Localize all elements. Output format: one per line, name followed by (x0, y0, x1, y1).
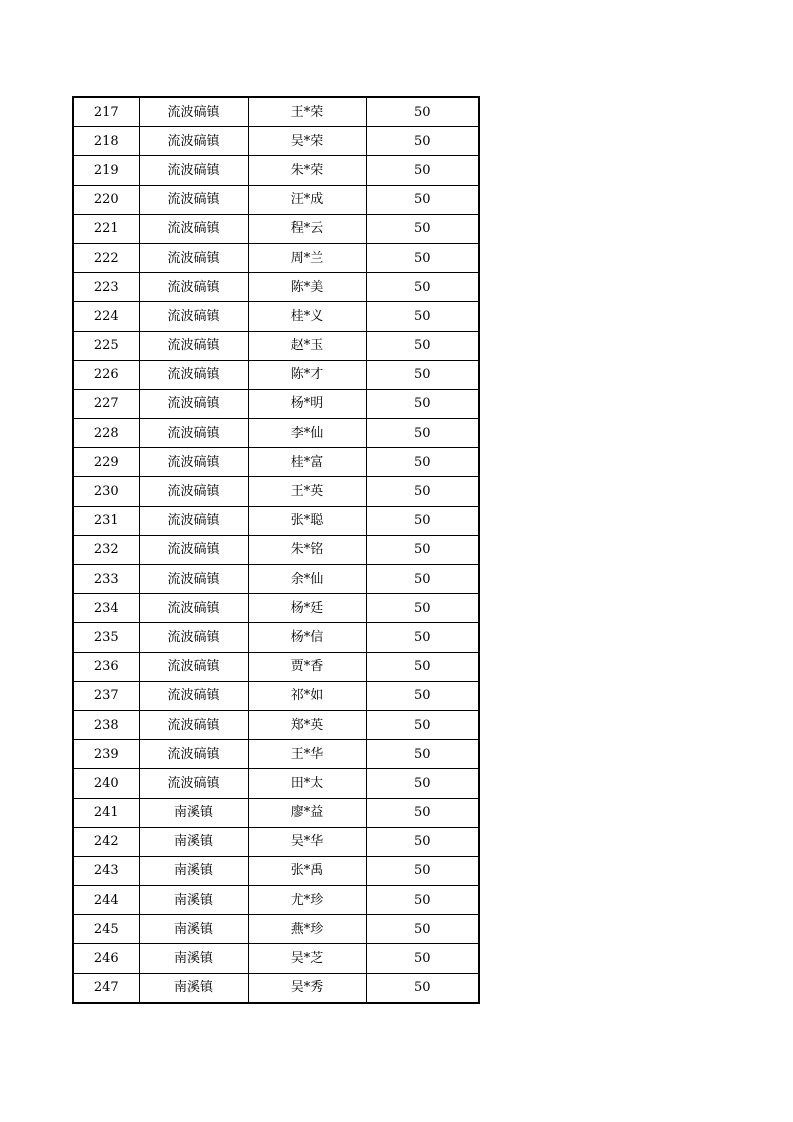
cell-amount: 50 (366, 156, 479, 185)
cell-person-name: 杨*信 (248, 623, 366, 652)
cell-amount: 50 (366, 827, 479, 856)
beneficiary-table (72, 96, 480, 1004)
cell-town: 南溪镇 (139, 944, 248, 973)
table-row (73, 360, 479, 389)
cell-amount: 50 (366, 973, 479, 1003)
table-row (73, 623, 479, 652)
table-row (73, 419, 479, 448)
cell-amount: 50 (366, 798, 479, 827)
cell-person-name: 杨*明 (248, 389, 366, 418)
cell-amount: 50 (366, 769, 479, 798)
cell-serial-number: 233 (73, 565, 139, 594)
cell-amount: 50 (366, 506, 479, 535)
cell-serial-number: 238 (73, 710, 139, 739)
cell-town: 流波碻镇 (139, 506, 248, 535)
cell-serial-number: 230 (73, 477, 139, 506)
cell-person-name: 贾*香 (248, 652, 366, 681)
cell-person-name: 吴*秀 (248, 973, 366, 1003)
cell-serial-number: 229 (73, 448, 139, 477)
cell-town: 流波碻镇 (139, 477, 248, 506)
cell-amount: 50 (366, 389, 479, 418)
cell-town: 流波碻镇 (139, 535, 248, 564)
cell-person-name: 余*仙 (248, 565, 366, 594)
cell-town: 流波碻镇 (139, 448, 248, 477)
cell-amount: 50 (366, 944, 479, 973)
cell-serial-number: 225 (73, 331, 139, 360)
table-row (73, 886, 479, 915)
table-row (73, 594, 479, 623)
cell-serial-number: 227 (73, 389, 139, 418)
cell-amount: 50 (366, 214, 479, 243)
table-row (73, 302, 479, 331)
cell-person-name: 陈*美 (248, 273, 366, 302)
cell-serial-number: 221 (73, 214, 139, 243)
cell-town: 流波碻镇 (139, 302, 248, 331)
cell-person-name: 祁*如 (248, 681, 366, 710)
cell-serial-number: 237 (73, 681, 139, 710)
cell-amount: 50 (366, 856, 479, 885)
cell-town: 南溪镇 (139, 886, 248, 915)
cell-person-name: 吴*华 (248, 827, 366, 856)
table-row (73, 97, 479, 127)
cell-amount: 50 (366, 915, 479, 944)
table-row (73, 156, 479, 185)
cell-serial-number: 243 (73, 856, 139, 885)
cell-serial-number: 218 (73, 127, 139, 156)
table-row (73, 710, 479, 739)
cell-town: 流波碻镇 (139, 185, 248, 214)
cell-amount: 50 (366, 302, 479, 331)
cell-serial-number: 222 (73, 243, 139, 272)
table-row (73, 506, 479, 535)
cell-serial-number: 244 (73, 886, 139, 915)
cell-serial-number: 224 (73, 302, 139, 331)
cell-person-name: 廖*益 (248, 798, 366, 827)
cell-amount: 50 (366, 331, 479, 360)
cell-person-name: 王*英 (248, 477, 366, 506)
cell-town: 流波碻镇 (139, 360, 248, 389)
table-row (73, 944, 479, 973)
cell-person-name: 朱*荣 (248, 156, 366, 185)
cell-town: 流波碻镇 (139, 652, 248, 681)
cell-serial-number: 246 (73, 944, 139, 973)
cell-serial-number: 245 (73, 915, 139, 944)
cell-town: 南溪镇 (139, 973, 248, 1003)
cell-amount: 50 (366, 623, 479, 652)
cell-town: 流波碻镇 (139, 97, 248, 127)
table-row (73, 798, 479, 827)
cell-serial-number: 236 (73, 652, 139, 681)
cell-town: 南溪镇 (139, 856, 248, 885)
table-row (73, 535, 479, 564)
cell-person-name: 张*禹 (248, 856, 366, 885)
table-row (73, 652, 479, 681)
cell-amount: 50 (366, 886, 479, 915)
cell-town: 流波碻镇 (139, 156, 248, 185)
table-row (73, 185, 479, 214)
table-body (73, 97, 479, 1003)
table-row (73, 681, 479, 710)
table-row (73, 273, 479, 302)
table-row (73, 973, 479, 1003)
cell-amount: 50 (366, 419, 479, 448)
cell-serial-number: 234 (73, 594, 139, 623)
cell-person-name: 郑*英 (248, 710, 366, 739)
table-row (73, 448, 479, 477)
cell-town: 流波碻镇 (139, 594, 248, 623)
cell-amount: 50 (366, 710, 479, 739)
cell-person-name: 吴*荣 (248, 127, 366, 156)
cell-amount: 50 (366, 681, 479, 710)
cell-serial-number: 228 (73, 419, 139, 448)
table-row (73, 477, 479, 506)
cell-town: 流波碻镇 (139, 127, 248, 156)
table-row (73, 331, 479, 360)
cell-town: 流波碻镇 (139, 740, 248, 769)
cell-town: 流波碻镇 (139, 565, 248, 594)
cell-town: 流波碻镇 (139, 273, 248, 302)
table-row (73, 769, 479, 798)
cell-town: 流波碻镇 (139, 710, 248, 739)
cell-town: 流波碻镇 (139, 769, 248, 798)
cell-serial-number: 232 (73, 535, 139, 564)
cell-town: 南溪镇 (139, 915, 248, 944)
cell-person-name: 田*太 (248, 769, 366, 798)
cell-person-name: 程*云 (248, 214, 366, 243)
cell-serial-number: 231 (73, 506, 139, 535)
table-row (73, 243, 479, 272)
cell-person-name: 李*仙 (248, 419, 366, 448)
cell-serial-number: 217 (73, 97, 139, 127)
cell-town: 流波碻镇 (139, 331, 248, 360)
cell-serial-number: 235 (73, 623, 139, 652)
cell-amount: 50 (366, 652, 479, 681)
cell-person-name: 朱*铭 (248, 535, 366, 564)
cell-serial-number: 219 (73, 156, 139, 185)
cell-person-name: 汪*成 (248, 185, 366, 214)
cell-amount: 50 (366, 273, 479, 302)
cell-town: 流波碻镇 (139, 419, 248, 448)
table-row (73, 389, 479, 418)
cell-amount: 50 (366, 594, 479, 623)
cell-person-name: 赵*玉 (248, 331, 366, 360)
cell-amount: 50 (366, 535, 479, 564)
cell-town: 流波碻镇 (139, 681, 248, 710)
cell-person-name: 王*荣 (248, 97, 366, 127)
cell-serial-number: 247 (73, 973, 139, 1003)
cell-amount: 50 (366, 565, 479, 594)
table-row (73, 856, 479, 885)
cell-amount: 50 (366, 477, 479, 506)
cell-serial-number: 241 (73, 798, 139, 827)
cell-person-name: 桂*富 (248, 448, 366, 477)
cell-town: 流波碻镇 (139, 389, 248, 418)
cell-person-name: 张*聪 (248, 506, 366, 535)
cell-amount: 50 (366, 243, 479, 272)
cell-amount: 50 (366, 740, 479, 769)
cell-serial-number: 240 (73, 769, 139, 798)
table-row (73, 915, 479, 944)
cell-serial-number: 223 (73, 273, 139, 302)
cell-amount: 50 (366, 448, 479, 477)
cell-person-name: 王*华 (248, 740, 366, 769)
cell-amount: 50 (366, 127, 479, 156)
cell-amount: 50 (366, 97, 479, 127)
cell-serial-number: 226 (73, 360, 139, 389)
cell-person-name: 燕*珍 (248, 915, 366, 944)
cell-town: 南溪镇 (139, 798, 248, 827)
cell-person-name: 陈*才 (248, 360, 366, 389)
table-row (73, 127, 479, 156)
cell-town: 流波碻镇 (139, 243, 248, 272)
cell-amount: 50 (366, 185, 479, 214)
cell-serial-number: 220 (73, 185, 139, 214)
cell-serial-number: 242 (73, 827, 139, 856)
table-row (73, 565, 479, 594)
cell-person-name: 桂*义 (248, 302, 366, 331)
table-row (73, 827, 479, 856)
cell-town: 南溪镇 (139, 827, 248, 856)
table-row (73, 740, 479, 769)
cell-town: 流波碻镇 (139, 623, 248, 652)
cell-person-name: 吴*芝 (248, 944, 366, 973)
cell-amount: 50 (366, 360, 479, 389)
cell-person-name: 尤*珍 (248, 886, 366, 915)
cell-town: 流波碻镇 (139, 214, 248, 243)
cell-serial-number: 239 (73, 740, 139, 769)
cell-person-name: 杨*廷 (248, 594, 366, 623)
cell-person-name: 周*兰 (248, 243, 366, 272)
table-row (73, 214, 479, 243)
